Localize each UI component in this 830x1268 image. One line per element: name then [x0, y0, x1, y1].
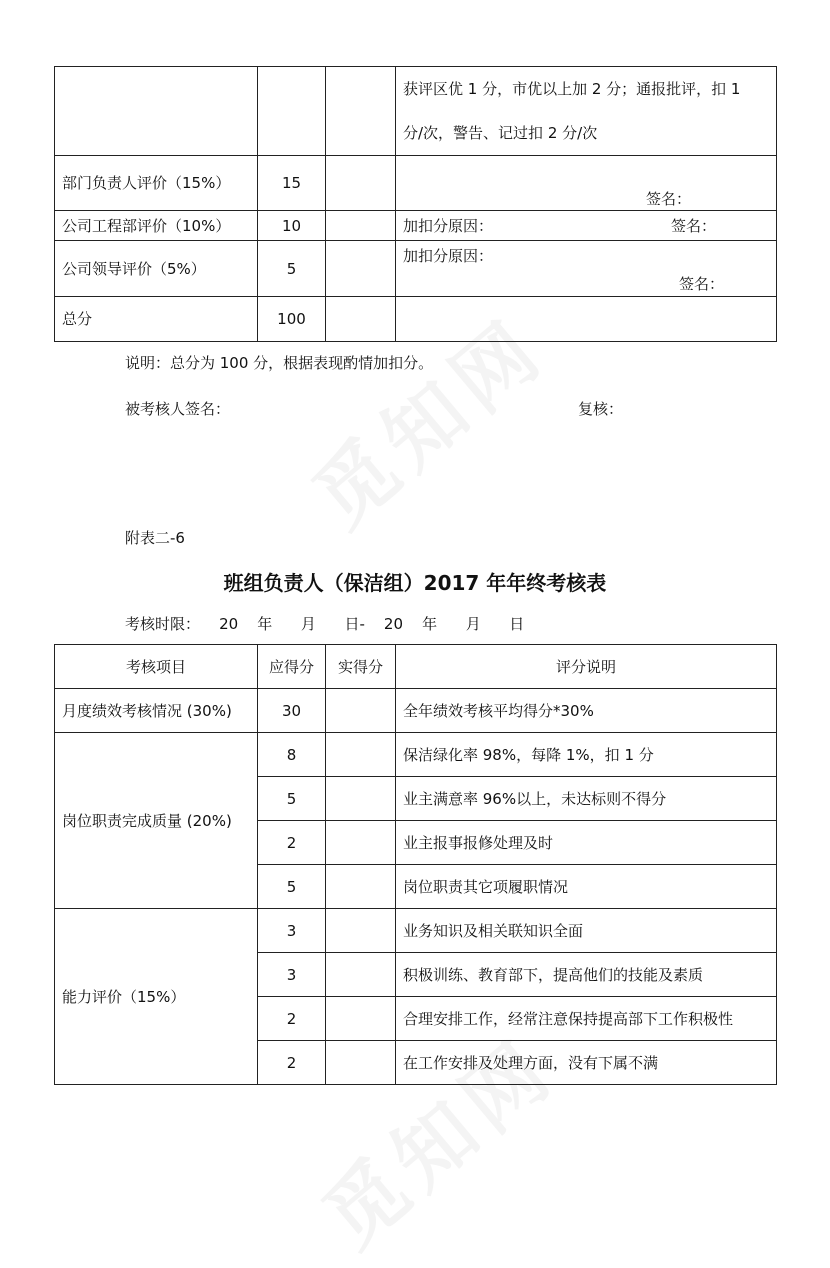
actual-score-cell [326, 997, 396, 1041]
assessment-period: 考核时限： 20 年 月 日- 20 年 月 日 [125, 615, 525, 633]
score-eng-dept: 10 [258, 211, 326, 241]
description: 保洁绿化率 98%，每降 1%，扣 1 分 [396, 733, 777, 777]
due-score: 5 [258, 865, 326, 909]
actual-score-cell [326, 865, 396, 909]
actual-score-cell [326, 733, 396, 777]
bonus-rule-cell [396, 67, 777, 156]
signature-label: 签名： [679, 275, 725, 293]
signature-label: 签名： [671, 217, 717, 235]
description: 岗位职责其它项履职情况 [396, 865, 777, 909]
assessment-table [54, 644, 777, 1085]
score-company-leader: 5 [258, 241, 326, 297]
item-ability: 能力评价（15%） [55, 909, 258, 1085]
description: 积极训练、教育部下，提高他们的技能及素质 [396, 953, 777, 997]
header-actual-score: 实得分 [326, 645, 396, 689]
description: 业务知识及相关联知识全面 [396, 909, 777, 953]
item-monthly-performance: 月度绩效考核情况 (30%) [55, 689, 258, 733]
actual-score-cell [326, 1041, 396, 1085]
due-score: 8 [258, 733, 326, 777]
description: 全年绩效考核平均得分*30% [396, 689, 777, 733]
item-company-leader: 公司领导评价（5%） [55, 241, 258, 297]
review-label: 复核： [578, 400, 624, 418]
bonus-rule-line-1: 获评区优 1 分，市优以上加 2 分；通报批评，扣 1 [403, 80, 741, 98]
actual-score-cell [326, 909, 396, 953]
item-duty-quality: 岗位职责完成质量 (20%) [55, 733, 258, 909]
note-text: 说明：总分为 100 分，根据表现酌情加扣分。 [125, 354, 434, 372]
appendix-label: 附表二-6 [125, 529, 185, 547]
due-score: 30 [258, 689, 326, 733]
due-score: 2 [258, 997, 326, 1041]
signee-label: 被考核人签名： [125, 400, 231, 418]
reason-label: 加扣分原因： [403, 216, 494, 235]
due-score: 3 [258, 953, 326, 997]
due-score: 2 [258, 1041, 326, 1085]
description: 业主报事报修处理及时 [396, 821, 777, 865]
sign-cell-dept-head [396, 156, 777, 211]
signature-label: 签名： [646, 190, 692, 208]
item-total: 总分 [55, 297, 258, 342]
header-item: 考核项目 [55, 645, 258, 689]
header-description: 评分说明 [396, 645, 777, 689]
item-eng-dept: 公司工程部评价（10%） [55, 211, 258, 241]
description: 在工作安排及处理方面，没有下属不满 [396, 1041, 777, 1085]
due-score: 5 [258, 777, 326, 821]
description: 合理安排工作，经常注意保持提高部下工作积极性 [396, 997, 777, 1041]
item-dept-head: 部门负责人评价（15%） [55, 156, 258, 211]
reason-cell-eng-dept [396, 211, 777, 241]
header-due-score: 应得分 [258, 645, 326, 689]
actual-score-cell [326, 821, 396, 865]
form-title: 班组负责人（保洁组）2017 年年终考核表 [223, 571, 607, 595]
reason-cell-company-leader [396, 241, 777, 297]
due-score: 3 [258, 909, 326, 953]
reason-label: 加扣分原因： [403, 247, 494, 265]
actual-score-cell [326, 777, 396, 821]
actual-score-cell [326, 689, 396, 733]
due-score: 2 [258, 821, 326, 865]
description: 业主满意率 96%以上，未达标则不得分 [396, 777, 777, 821]
score-dept-head: 15 [258, 156, 326, 211]
scoring-table-continued [54, 66, 777, 342]
actual-score-cell [326, 953, 396, 997]
score-total: 100 [258, 297, 326, 342]
bonus-rule-line-2: 分/次，警告、记过扣 2 分/次 [403, 124, 598, 142]
